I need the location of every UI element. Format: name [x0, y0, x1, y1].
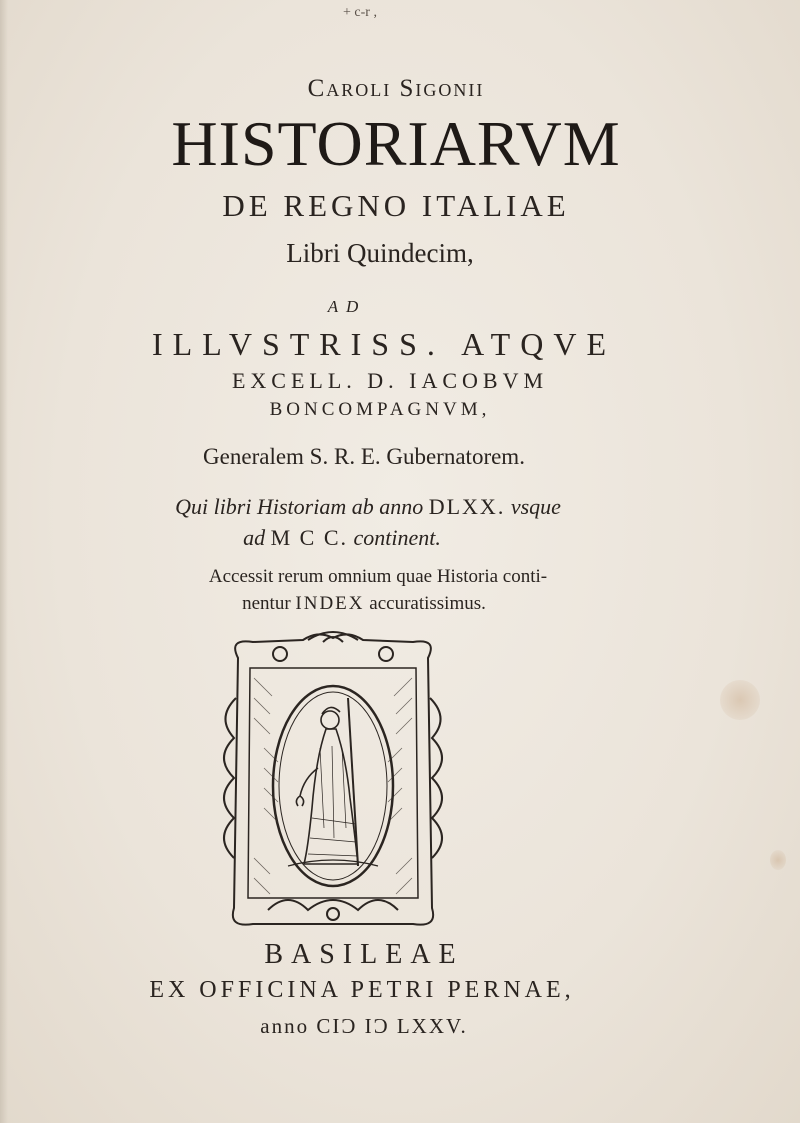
- dedication-ad: A D: [327, 297, 361, 316]
- dedication-line-1: ILLVSTRISS. ATQVE: [152, 326, 616, 362]
- books-count: Libri Quindecim,: [286, 238, 474, 268]
- main-title: HISTORIARVM: [171, 108, 621, 179]
- handwritten-mark: + c-r ,: [343, 5, 377, 20]
- scope-text: Qui libri Historiam ab anno: [175, 494, 424, 519]
- dedication-line-4: Generalem S. R. E. Gubernatorem.: [203, 444, 525, 469]
- scope-line-2: [0, 527, 742, 549]
- dedication-line-2: EXCELL. D. IACOBVM: [231, 368, 549, 393]
- index-line-1: Accessit rerum omnium quae Historia conti-: [208, 566, 548, 587]
- scope-text: ad: [243, 525, 266, 550]
- imprint-place: BASILEAE: [264, 939, 464, 970]
- scope-text: continent.: [353, 525, 441, 550]
- scope-text: vsque: [510, 494, 561, 519]
- scope-line-1: [0, 496, 768, 518]
- subtitle: DE REGNO ITALIAE: [222, 188, 570, 223]
- index-text: nentur: [242, 593, 291, 614]
- foxing-stain: [720, 680, 760, 720]
- scope-year-start: DLXX.: [428, 494, 506, 519]
- index-text: accuratissimus.: [369, 593, 486, 614]
- imprint-printer: EX OFFICINA PETRI PERNAE,: [149, 977, 575, 1003]
- dedication-line-3: BONCOMPAGNVM,: [269, 399, 491, 420]
- printers-device-woodcut-icon: [208, 628, 458, 936]
- scope-year-end: M C C.: [270, 525, 349, 550]
- index-word: INDEX: [295, 593, 365, 614]
- imprint-year: anno CIƆ IƆ LXXV.: [260, 1014, 468, 1038]
- index-line-2: [0, 594, 764, 613]
- author-line: Caroli Sigonii: [307, 75, 485, 102]
- foxing-stain: [770, 850, 786, 870]
